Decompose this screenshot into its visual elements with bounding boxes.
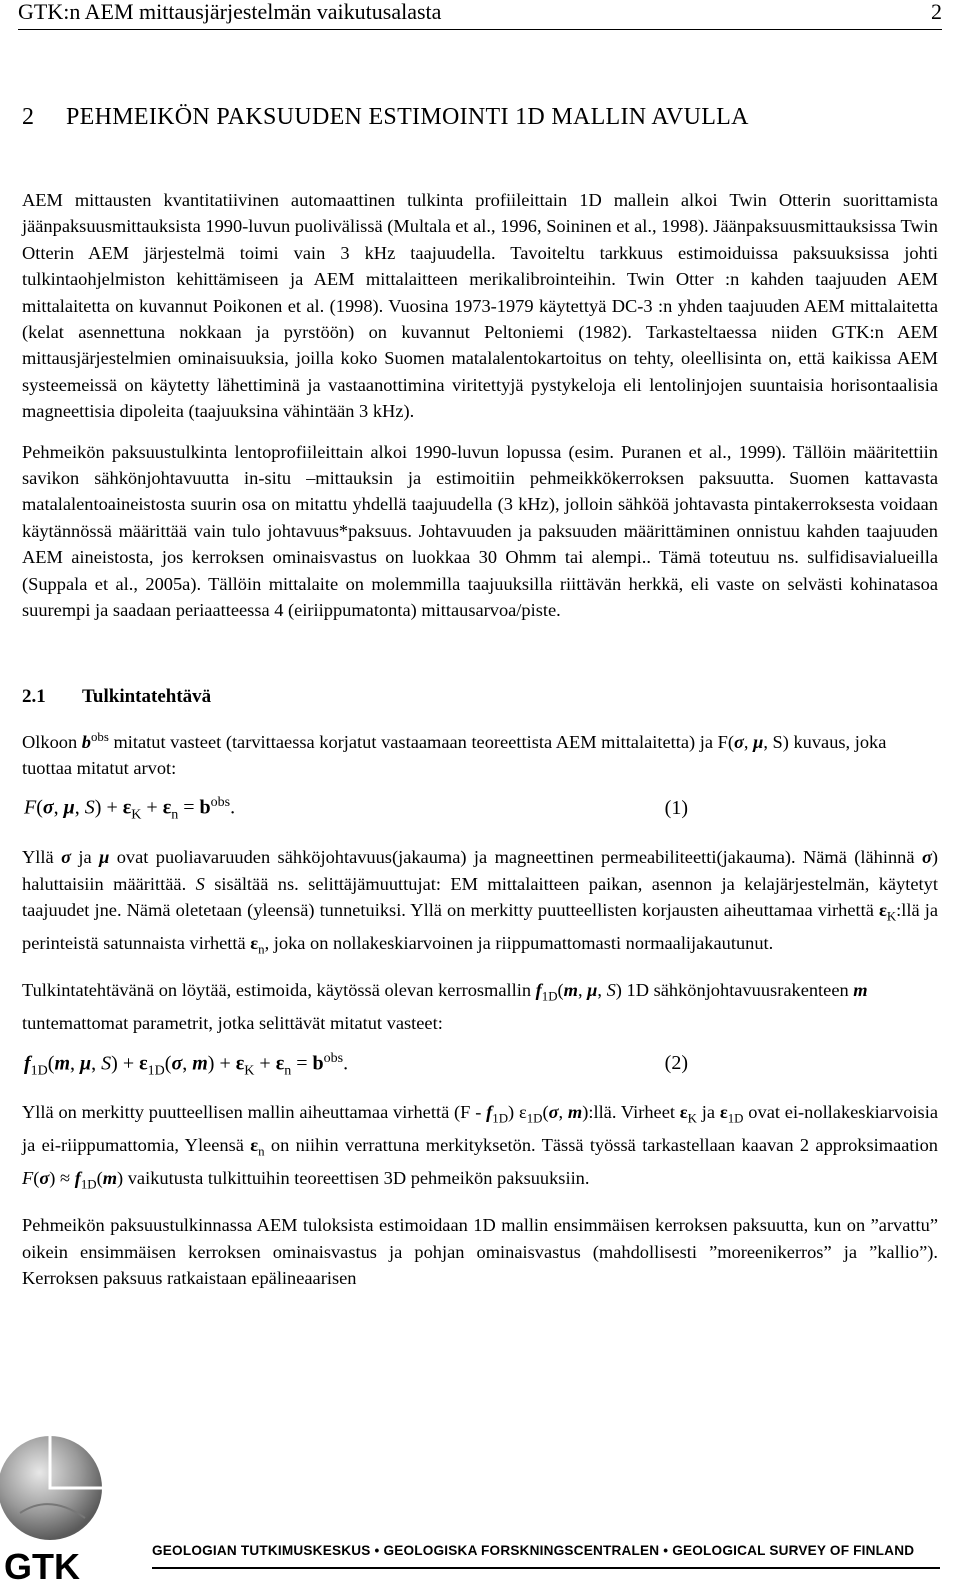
page-footer: [0, 1433, 960, 1583]
subsection-heading: [22, 686, 938, 708]
logo-text: GTK: [4, 1546, 80, 1583]
equation-2: [22, 1051, 938, 1080]
page-number: 2: [931, 0, 942, 24]
header-title: GTK:n AEM mittausjärjestelmän vaikutusalasta: [18, 0, 442, 24]
equation-2-body: $f_{1D}(m$, μ, $S) + \varepsilon_{1D}(\sigma$, $m) + \varepsilon_K + \varepsilon_n = b^{obs}$.: [24, 1050, 349, 1079]
paragraph-softground: Pehmeikön paksuustulkinta lentoprofiileittain alkoi 1990-luvun lopussa (esim. Puranen et al., 1999). Tällöin määritettiin savikon sähkönjohtavuutta in-situ –mittauksin ja estimoitiin pehmeikkökerroksen paksuutta. Suomen kattavasta matalalentoaineistosta suurin osa on mitattu yhdellä taajuudella (3 kHz), jolloin sähköä johtavasta pintakerroksesta voidaan käytännössä määrittää vain tulo johtavuus*paksuus. Johtavuuden ja paksuuden määrittäminen onnistuu kahden taajuuden AEM aineistosta, jos kerroksen ominaisvastus on luokkaa 30 Ohmm tai alempi.. Tämä toteutuu ns. sulfidisavialueilla (Suppala et al., 2005a). Tällöin mittalaite on molemmilla taajuuksilla riittävän herkkä, eli vaste on selvästi kohinatasoa suurempi ja saadaan periaatteessa 4 (eiriippumatonta) mittausarvoa/piste.: [22, 441, 938, 621]
section-number: 2: [22, 104, 35, 130]
equation-1-body: F(σ, μ, $S) + \varepsilon_K + \varepsilon_n = b^{obs}$.: [24, 795, 236, 824]
paragraph-symbols: Yllä σ ja μ ovat puoliavaruuden sähköjohtavuus(jakauma) ja magneettinen permeabiliteetti(jakauma). Nämä (lähinnä σ) haluttaisiin määrittää. S sisältää ns. selittäjämuuttujat: EM mittalaitteen paikan, asennon ja kelajärjestelmän, käytetyt taajuudet jne. Nämä oletetaan (yleensä) tunnetuiksi. Yllä on merkitty puutteellisten korjausten aiheuttamaa virhettä $\varepsilon_K:llä$ ja perinteistä satunnaista virhettä $\varepsilon_n$, joka on nollakeskiarvoinen ja riippumattomasti normaalijakautunut.: [22, 847, 938, 957]
equation-1-number: (1): [664, 797, 688, 820]
footer-rule: [152, 1567, 940, 1569]
gtk-globe-icon: [0, 1433, 120, 1583]
equation-1: [22, 795, 938, 824]
paragraph-thickness: Pehmeikön paksuustulkinnassa AEM tuloksista estimoidaan 1D mallin ensimmäisen kerroksen paksuutta, kun on ”arvattu” oikein ensimmäisen kerroksen ominaisvastus ja pohjan ominaisvastus (mahdollisesti ”moreenikerros” ja ”kallio”). Kerroksen paksuus ratkaistaan epälineaarisen: [22, 1215, 938, 1289]
page-header: [18, 0, 942, 30]
document-body: [22, 104, 938, 1306]
section-title: PEHMEIKÖN PAKSUUDEN ESTIMOINTI 1D MALLIN AVULLA: [66, 104, 749, 130]
subsection-number: 2.1: [22, 685, 46, 707]
paragraph-definition: Olkoon $b^{obs}$ mitatut vasteet (tarvittaessa korjatut vastaamaan teoreettista AEM mittalaitetta) ja F(σ, μ, S) kuvaus, joka tuottaa mitatut arvot:: [22, 729, 887, 779]
subsection-title: Tulkintatehtävä: [82, 685, 212, 707]
paragraph-model-error: Yllä on merkitty puutteellisen mallin aiheuttamaa virhettä $(F - f_{1D})$ $\varepsilon_{1D}(\sigma$, m):llä. Virheet $\varepsilon_K$ ja $\varepsilon_{1D}$ ovat ei-nollakeskiarvoisia ja ei-riippumattomia, Yleensä $\varepsilon_n$ on niihin verrattuna merkityksetön. Tässä työssä tarkastellaan kaavan 2 approksimaation $F(\sigma) \approx f_{1D}(m)$ vaikutusta tulkittuihin teoreettisen 3D pehmeikön paksuuksiin.: [22, 1102, 939, 1193]
gtk-logo: [0, 1433, 120, 1588]
paragraph-intro: AEM mittausten kvantitatiivinen automaattinen tulkinta profiileittain 1D mallein alkoi Twin Otterin suorittamista jäänpaksuusmittauksista 1990-luvun puolivälissä (Multala et al., 1996, Soininen et al., 1998). Jäänpaksuusmittauksissa Twin Otterin AEM järjestelmä toimi vain 3 kHz taajuudella. Tavoiteltu tarkkuus estimoiduissa paksuuksissa johti tulkintaohjelmiston kehittämiseen ja AEM mittalaitteen merikalibrointeihin. Twin Otter :n kahden taajuuden AEM mittalaitetta on kuvannut Poikonen et al. (1998). Vuosina 1973-1979 käytettyä DC-3 :n yhden taajuuden AEM mittalaitetta (kelat asennettuna nokkaan ja pyrstöön) on kuvannut Peltoniemi (1982). Tarkasteltaessa niiden GTK:n AEM mittausjärjestelmien ominaisuuksia, joilla koko Suomen matalalentokartoitus on tehty, oleellisinta on, että kaikissa AEM systeemeissä on käytetty lähettiminä ja vastaanottimina viritettyjä pystykeloja eli lentolinjojen suuntaisia horisontaalisia magneettisia dipoleita (taajuuksina vähintään 3 kHz).: [22, 190, 938, 422]
equation-2-number: (2): [664, 1052, 688, 1075]
footer-institutions: GEOLOGIAN TUTKIMUSKESKUS • GEOLOGISKA FORSKNINGSCENTRALEN • GEOLOGICAL SURVEY OF FINLAND: [152, 1543, 915, 1558]
section-heading: [22, 104, 938, 131]
paragraph-task: Tulkintatehtävänä on löytää, estimoida, käytössä olevan kerrosmallin $f_{1D}(m$, μ, S) 1D sähkönjohtavuusrakenteen m tuntemattomat parametrit, jotka selittävät mitatut vasteet:: [22, 980, 868, 1034]
